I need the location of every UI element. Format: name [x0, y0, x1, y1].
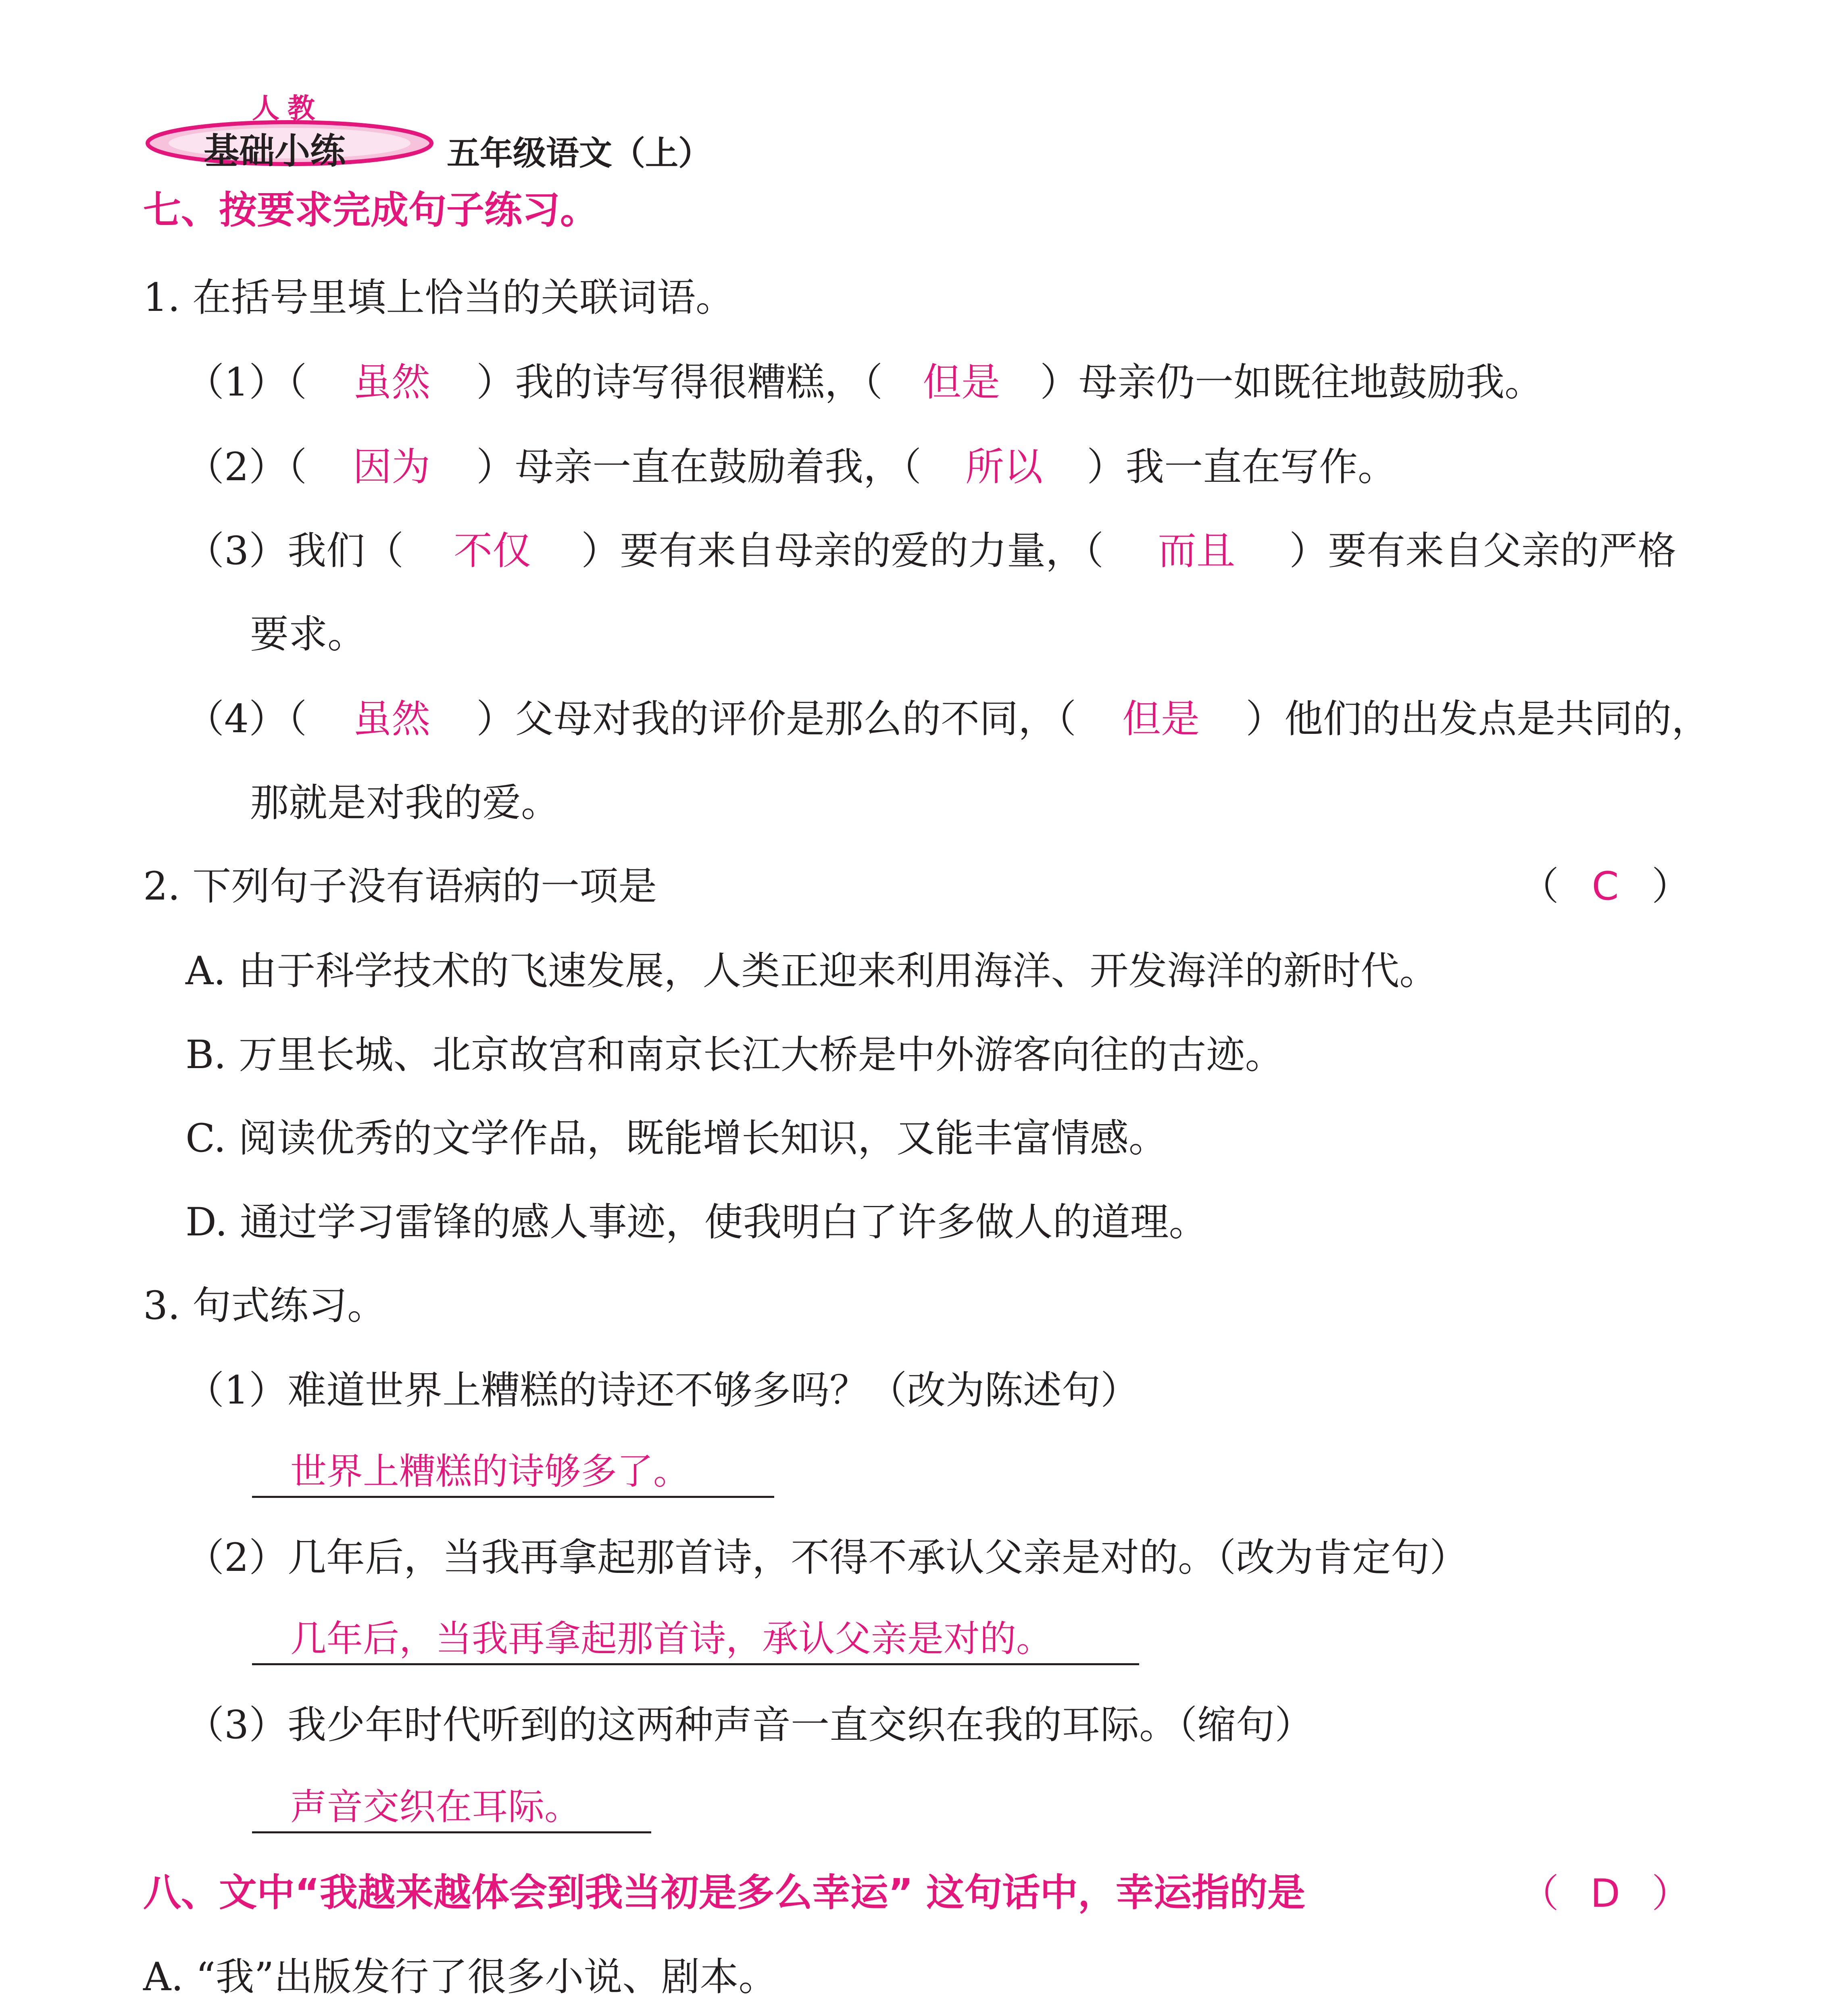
- section8-title: 八、文中“我越来越体会到我当初是多么幸运” 这句话中，幸运指的是: [143, 1871, 1306, 1915]
- q2-bracket-open: （: [1520, 864, 1559, 909]
- header-series-small: 人教: [252, 93, 323, 125]
- q1-item-1-end: ）母亲仍一如既往地鼓励我。: [1040, 360, 1544, 405]
- q2-bracket-close: ）: [1652, 864, 1690, 909]
- section8-answer-bracket: [1520, 1871, 1690, 1916]
- q1-item-4-mid: ）父母对我的评价是那么的不同，（: [476, 696, 1077, 741]
- q1-item-3-answer-2: 而且: [1158, 528, 1236, 573]
- q1-item-2-end: ）我一直在写作。: [1087, 444, 1397, 489]
- q1-item-3: [185, 528, 1677, 573]
- q3-item-1-prompt: （1）难道世界上糟糕的诗还不够多吗？（改为陈述句）: [185, 1368, 1140, 1413]
- q1-item-3-cont: 要求。: [250, 612, 366, 657]
- q1-item-3-answer-1: 不仅: [454, 528, 531, 573]
- q1-item-2: [185, 444, 1397, 489]
- q1-item-3-num: （3）我们（: [185, 528, 404, 573]
- q2-option-c: C. 阅读优秀的文学作品，既能增长知识，又能丰富情感。: [185, 1116, 1168, 1161]
- q1-item-1: [185, 360, 1544, 405]
- q2-option-d: D. 通过学习雷锋的感人事迹，使我明白了许多做人的道理。: [185, 1200, 1208, 1245]
- q1-item-2-num: （2）（: [185, 444, 307, 489]
- q3-item-2-prompt: （2）几年后，当我再拿起那首诗，不得不承认父亲是对的。（改为肯定句）: [185, 1535, 1469, 1580]
- section8-answer: D: [1590, 1871, 1620, 1916]
- q2-answer: C: [1592, 864, 1619, 909]
- section8-bracket-close: ）: [1652, 1871, 1690, 1916]
- q1-item-4: [185, 696, 1711, 741]
- section8-bracket-open: （: [1520, 1871, 1559, 1916]
- q1-item-4-answer-2: 但是: [1122, 696, 1200, 741]
- section7-title: 七、按要求完成句子练习。: [143, 188, 598, 232]
- q3-item-3-answer: 声音交织在耳际。: [290, 1786, 581, 1828]
- q1-item-1-num: （1）（: [185, 360, 307, 405]
- q2-option-a: A. 由于科学技术的飞速发展，人类正迎来利用海洋、开发海洋的新时代。: [185, 948, 1438, 993]
- q3-stem: 3. 句式练习。: [143, 1283, 386, 1328]
- q3-item-2-answer: 几年后，当我再拿起那首诗，承认父亲是对的。: [290, 1618, 1052, 1660]
- q3-item-3-prompt: （3）我少年时代听到的这两种声音一直交织在我的耳际。（缩句）: [185, 1702, 1314, 1747]
- q1-item-4-num: （4）（: [185, 696, 307, 741]
- q3-item-1-answer-line: [252, 1496, 774, 1498]
- q2-stem: 2. 下列句子没有语病的一项是: [143, 864, 657, 909]
- q1-item-3-end: ）要有来自父亲的严格: [1289, 528, 1677, 573]
- header-series-title: 基础小练: [204, 130, 346, 172]
- header-subject: 五年级语文（上）: [447, 134, 712, 173]
- q1-stem: 1. 在括号里填上恰当的关联词语。: [143, 275, 735, 320]
- q1-item-2-mid: ）母亲一直在鼓励着我，（: [476, 444, 922, 489]
- q1-item-1-answer-2: 但是: [923, 360, 1000, 405]
- q3-item-3-answer-line: [252, 1831, 651, 1833]
- q2-option-b: B. 万里长城、北京故宫和南京长江大桥是中外游客向往的古迹。: [185, 1032, 1284, 1077]
- q3-item-1-answer: 世界上糟糕的诗够多了。: [290, 1450, 690, 1493]
- q1-item-4-end: ）他们的出发点是共同的，: [1246, 696, 1711, 741]
- q1-item-4-cont: 那就是对我的爱。: [250, 780, 560, 825]
- q1-item-1-mid: ）我的诗写得很糟糕，（: [476, 360, 883, 405]
- q1-item-4-answer-1: 虽然: [353, 696, 431, 741]
- q1-item-1-answer-1: 虽然: [353, 360, 431, 405]
- q1-item-2-answer-2: 所以: [965, 444, 1043, 489]
- section8-option-a: A. “我”出版发行了很多小说、剧本。: [143, 1954, 777, 1999]
- q2-answer-bracket: [1520, 864, 1690, 909]
- q1-item-3-mid: ）要有来自母亲的爱的力量，（: [581, 528, 1104, 573]
- q1-item-2-answer-1: 因为: [353, 444, 431, 489]
- q3-item-2-answer-line: [252, 1663, 1139, 1665]
